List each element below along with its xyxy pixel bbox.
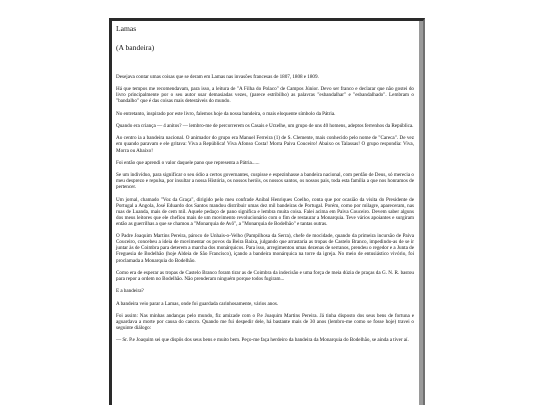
paragraph: Quando era criança — 4 anitos? — lembro-me de percorrerem os Casais e Urzelhe, um grupo de uns 40 homens, adeptos ferrenhos da República. <box>116 123 414 130</box>
paragraph: Ao centro ia a bandeira nacional. O animador do grupo era Manuel Ferreira (1) de S. Clemente, mais conhecido pelo nome de "Careca". De vez em quando paravam e ele gritava: Viva a República! Viva Afonso Costa! Morra Paiva Couceiro! Abaixo os Talassas! O grupo respondia: Viva, Morra ou Abaixo! <box>116 135 414 154</box>
paragraph: No entretanto, inspirado por este livro, falemos hoje da nossa bandeira, o mais eloquente símbolo da Pátria. <box>116 110 336 117</box>
paragraph: A bandeira veio parar a Lamas, onde foi guardada carinhosamente, vários anos. <box>116 300 279 307</box>
document-page <box>112 21 419 405</box>
paragraph: Se um indivíduo, para significar o seu ódio a certos governantes, cuspisse e espezinhasse a bandeira nacional, com perdão de Deus, só merecia o meu desprezo e repulsa, por insultar a nossa História, os nossos heróis, os nossos santos, os nossos pais, toda esta família a que nos honramos de pertencer. <box>116 172 414 191</box>
document-title: Lamas <box>116 24 137 33</box>
paragraph: Um jornal, chamado "Voz da Graça", dirigido pelo meu confrade Aníbal Henriques Coelho, conta que por ocasião da visita do Presidente de Portugal a Angola, José Eduardo dos Santos mandou distribuir umas dez mil bandeiras de Portugal. Porém, como por milagre, apareceram, nas ruas de Luanda, mais de cem mil. Aquele pedaço de pano significa e lembra muita coisa. Falei acima em Paiva Couceiro. Devem saber alguns dos meus leitores que ele chefiou mais de um movimento revolucionário com o fim de restaurar a Monarquia. Teve vários apoiantes e surgiram então as guerrilhas a que se chamou a "Monarquia de Avô", a "Monarquia de Bodelhão" e tantas outras. <box>116 196 414 227</box>
paragraph: O Padre Joaquim Martins Pereira, pároco de Unhais-o-Velho (Pampilhosa da Serra), chefe de mocidade, quando da primeira incursão de Paiva Couceiro, concebeu a ideia de movimentar os povos da Beira Baixa, julgando que arrastaria as tropas de Castelo Branco, impedindo-as de se ir juntar às de Coimbra para deterem a marcha dos monárquicos. Para isso, arregimentou umas dezenas de serranos, prendeu o regedor e a Junta de Freguesia de Bodelhão (hoje Aldeia de São Francisco), içando a bandeira monárquica na torre da igreja. No meio de entusiástico vivório, foi proclamada a Monarquia do Bodelhão. <box>116 233 414 264</box>
paragraph: Como era de esperar as tropas de Castelo Branco foram tirar as de Coimbra da indecisão e uma força de meia dúzia de praças da G. N. R. bastou para repor a ordem no Bodelhão. Não prenderam ninguém porque todos fugiram... <box>116 269 414 282</box>
paragraph: E a bandeira? <box>116 288 144 295</box>
paragraph: Há que tempos me recomendavam, para isso, a leitura de "A Filha do Polaco" de Campos Júnior. Devo ser franco e declarar que não gostei do livro principalmente por o seu autor usar demasiadas vezes, (parece estribilho) as palavras "esbandalhar" e "esbandalhado". Lembram o "bandalho" que é das coisas mais detestáveis do mundo. <box>116 86 414 105</box>
paragraph: Foi assim: Nas minhas andanças pelo mundo, fiz amizade com o P.e Joaquim Martins Pereira. Já tinha disposto dos seus bens de fortuna e aguardava a morte por causa do cancro. Quando me fui despedir dele, há bastante mais de 30 anos (lembro-me como se fosse hoje) travei o seguinte diálogo: <box>116 312 414 331</box>
document-subtitle: (A bandeira) <box>116 43 155 52</box>
paragraph: — Sr. P.e Joaquim sei que dispôs dos seus bens e muito bem. Peço-me faça herdeiro da bandeira da Monarquia do Bodelhão, se ainda a tiver aí. <box>116 337 409 344</box>
document-body <box>116 74 414 343</box>
paragraph: Desejava contar umas coisas que se deram em Lamas nas invasões francesas de 1807, 1808 e 1809. <box>116 74 319 80</box>
paragraph: Foi então que aprendi o valor daquele pano que representa a Pátria...... <box>116 159 260 166</box>
